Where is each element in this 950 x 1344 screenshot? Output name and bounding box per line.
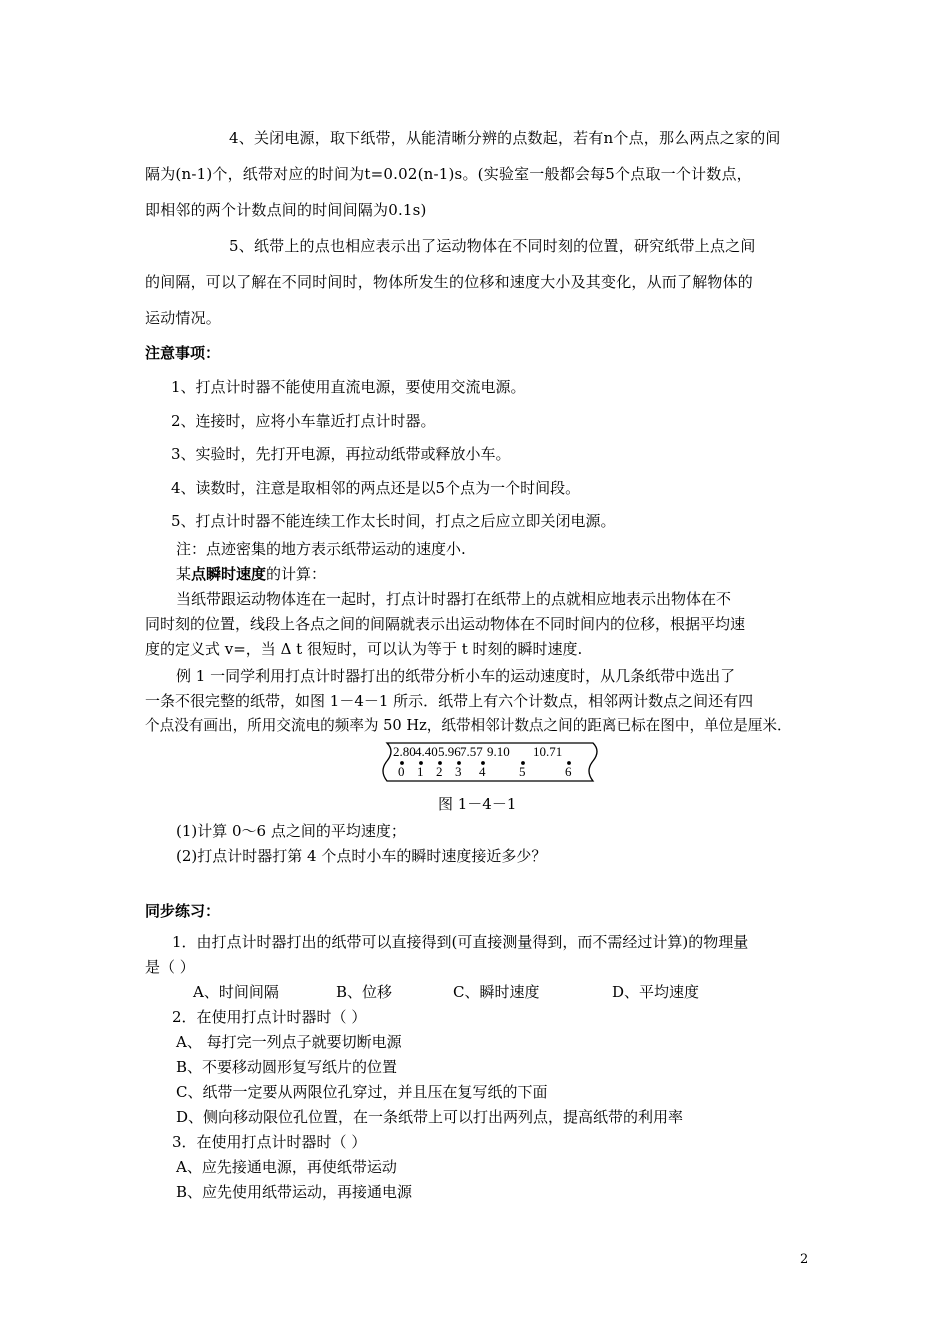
paragraph-4-line-3: 即相邻的两个计数点间的时间间隔为0.1s) [145,201,427,219]
practice-q1-line-1: 1．由打点计时器打出的纸带可以直接得到(可直接测量得到，而不需经过计算)的物理量 [172,933,749,951]
practice-q1-option-b: B、位移 [336,983,393,1001]
instant-heading-post: 的计算： [266,565,327,583]
paper-tape-figure [379,741,601,783]
practice-q2-option-d: D、侧向移动限位孔位置，在一条纸带上可以打出两列点，提高纸带的利用率 [176,1108,684,1126]
note-item-2: 2、连接时，应将小车靠近打点计时器。 [171,412,436,430]
point-label-0: 0 [398,764,405,779]
distance-label-4: 7.57 [460,744,483,759]
practice-q3: 3．在使用打点计时器时（ ） [172,1133,367,1151]
point-label-2: 2 [436,764,443,779]
distance-label-2: 4.40 [415,744,438,759]
paragraph-5-line-3: 运动情况。 [145,309,222,327]
point-label-6: 6 [565,764,572,779]
paragraph-5-line-2: 的间隔，可以了解在不同时间时，物体所发生的位移和速度大小及其变化，从而了解物体的 [145,273,754,291]
distance-label-3: 5.96 [438,744,461,759]
example-line-3: 个点没有画出，所用交流电的频率为 50 Hz，纸带相邻计数点之间的距离已标在图中，单位是厘米． [145,717,792,734]
page-number: 2 [800,1252,809,1267]
instant-velocity-heading [176,563,326,585]
practice-q1-option-c: C、瞬时速度 [453,983,540,1001]
practice-q2-option-a: A、 每打完一列点子就要切断电源 [176,1033,402,1051]
distance-label-5: 9.10 [487,744,510,759]
paragraph-4-line-2: 隔为(n-1)个，纸带对应的时间为t=0.02(n-1)s。(实验室一般都会每5个点取一个计数点， [145,165,752,183]
example-question-1: (1)计算 0～6 点之间的平均速度； [176,822,406,840]
instant-heading-pre: 某 [176,565,192,583]
practice-q2-option-c: C、纸带一定要从两限位孔穿过，并且压在复写纸的下面 [176,1083,548,1101]
practice-heading: 同步练习： [145,902,221,920]
distance-label-1: 2.80 [393,744,416,759]
point-label-4: 4 [479,764,486,779]
practice-q2-option-b: B、不要移动圆形复写纸片的位置 [176,1058,398,1076]
practice-q3-option-b: B、应先使用纸带运动，再接通电源 [176,1183,413,1201]
paragraph-4-line-1: 4、关闭电源，取下纸带，从能清晰分辨的点数起，若有n个点，那么两点之家的间 [229,129,781,147]
note-item-4: 4、读数时，注意是取相邻的两点还是以5个点为一个时间段。 [171,479,581,497]
point-label-3: 3 [455,764,462,779]
practice-q1-option-d: D、平均速度 [612,983,700,1001]
note-item-5: 5、打点计时器不能连续工作太长时间，打点之后应立即关闭电源。 [171,512,616,530]
point-label-1: 1 [417,764,424,779]
instant-line-1: 当纸带跟运动物体连在一起时，打点计时器打在纸带上的点就相应地表示出物体在不 [176,590,732,608]
example-question-2: (2)打点计时器打第 4 个点时小车的瞬时速度接近多少？ [176,847,547,865]
practice-q1-option-a: A、时间间隔 [193,983,279,1001]
note-item-3: 3、实验时，先打开电源，再拉动纸带或释放小车。 [171,445,511,463]
paragraph-5-line-1: 5、纸带上的点也相应表示出了运动物体在不同时刻的位置，研究纸带上点之间 [229,237,756,255]
notes-remark: 注：点迹密集的地方表示纸带运动的速度小. [176,540,466,558]
instant-heading-bold: 点瞬时速度 [191,565,267,583]
distance-label-6: 10.71 [533,744,563,759]
point-label-5: 5 [519,764,526,779]
example-line-2: 一条不很完整的纸带，如图 1－4－1 所示．纸带上有六个计数点，相邻两计数点之间还有四 [145,692,754,710]
instant-line-2: 同时刻的位置，线段上各点之间的间隔就表示出运动物体在不同时间内的位移，根据平均速 [145,615,746,633]
example-line-1: 例 1 一同学利用打点计时器打出的纸带分析小车的运动速度时，从几条纸带中选出了 [176,667,736,685]
practice-q2: 2．在使用打点计时器时（ ） [172,1008,367,1026]
notes-heading: 注意事项： [145,344,221,362]
note-item-1: 1、打点计时器不能使用直流电源，要使用交流电源。 [171,378,526,396]
practice-q3-option-a: A、应先接通电源，再使纸带运动 [176,1158,397,1176]
figure-caption: 图 1－4－1 [438,795,517,813]
instant-line-3: 度的定义式 v=，当 Δ t 很短时，可以认为等于 t 时刻的瞬时速度. [145,640,583,658]
practice-q1-line-2: 是（ ） [145,958,195,976]
